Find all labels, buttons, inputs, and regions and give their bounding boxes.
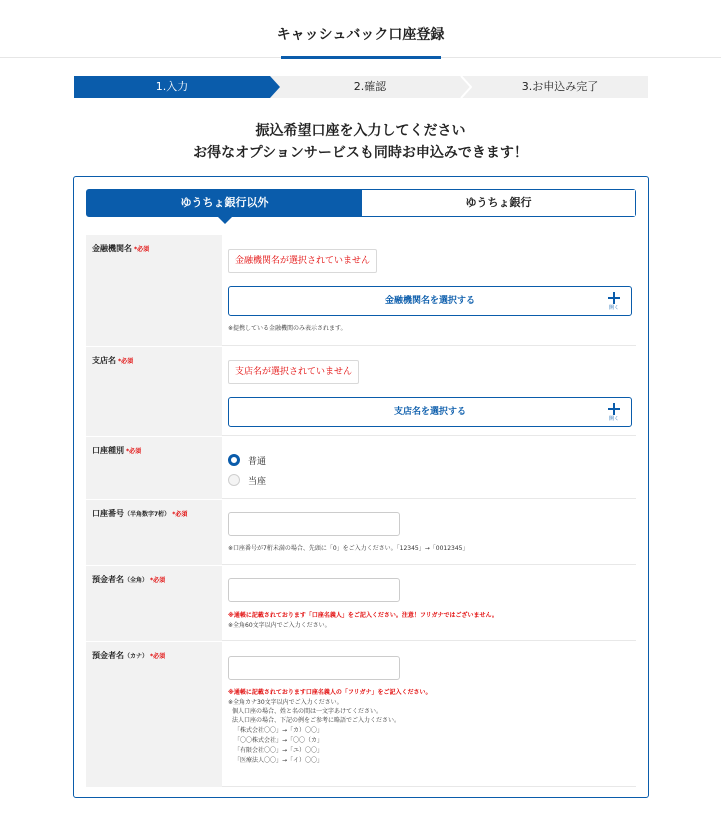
holder-kana-example: 「有限会社〇〇」→「ユ）〇〇」	[234, 747, 324, 754]
holder-name-input[interactable]	[228, 578, 400, 602]
required-mark: *必須	[118, 358, 134, 365]
required-mark: *必須	[150, 577, 166, 584]
radio-current[interactable]: 当座	[228, 473, 428, 487]
branch-name-error: 支店名が選択されていません	[228, 360, 359, 384]
radio-checked-icon	[228, 454, 240, 466]
account-number-sub: （半角数字7桁）	[124, 511, 171, 518]
holder-kana-note: 法人口座の場合、下記の例をご参考に略語でご入力ください。	[232, 717, 401, 724]
holder-name-row	[86, 566, 636, 642]
branch-name-row	[86, 347, 636, 437]
required-mark: *必須	[172, 511, 188, 518]
holder-kana-example: 「医療法人〇〇」→「イ）〇〇」	[234, 757, 324, 764]
required-mark: *必須	[150, 653, 166, 660]
step-complete: 3.お申込み完了	[521, 80, 599, 93]
active-tab-pointer	[218, 217, 232, 224]
holder-kana-input[interactable]	[228, 656, 400, 680]
account-number-input[interactable]	[228, 512, 400, 536]
step-input: 1.入力	[74, 76, 270, 98]
branch-name-label: 支店名	[92, 356, 116, 365]
page-header	[0, 0, 721, 58]
required-mark: *必須	[126, 448, 142, 455]
holder-kana-sub: （カナ）	[124, 653, 149, 660]
holder-kana-row	[86, 642, 636, 788]
select-branch-label: 支店名を選択する	[393, 407, 466, 417]
step-indicator	[74, 76, 648, 98]
step-confirm: 2.確認	[353, 80, 387, 93]
lead-subtext: お得なオプションサービスも同時お申込みできます！	[193, 145, 528, 161]
holder-kana-example: 「株式会社〇〇」→「カ）〇〇」	[234, 727, 324, 734]
account-type-label: 口座種別	[92, 446, 124, 455]
radio-ordinary[interactable]: 普通	[228, 453, 428, 467]
holder-name-sub: （全角）	[124, 577, 149, 584]
account-number-row	[86, 500, 636, 566]
radio-unchecked-icon	[228, 474, 240, 486]
holder-name-note: ※全角60文字以内でご入力ください。	[228, 622, 331, 629]
step-arrow	[270, 76, 280, 98]
bank-name-error: 金融機関名が選択されていません	[228, 249, 377, 273]
account-type-row	[86, 437, 636, 500]
holder-kana-note: ※全角カナ30文字以内でご入力ください。	[228, 699, 343, 706]
tab-yucho-bank[interactable]: ゆうちょ銀行	[362, 190, 635, 216]
select-bank-button[interactable]	[228, 286, 632, 316]
holder-kana-warning: ※通帳に記載されております口座名義人の「フリガナ」をご記入ください。	[228, 689, 432, 696]
bank-name-row	[86, 235, 636, 347]
account-form-card	[73, 176, 649, 798]
holder-name-label: 預金者名	[92, 575, 124, 584]
holder-kana-example: 「〇〇株式会社」→「〇〇（カ」	[234, 737, 324, 744]
step-separator	[460, 76, 472, 98]
holder-name-warning: ※通帳に記載されております「口座名義人」をご記入ください。注意！フリガナではございません。	[228, 612, 498, 619]
select-branch-button[interactable]	[228, 397, 632, 427]
title-underline	[281, 56, 441, 59]
account-number-label: 口座番号	[92, 509, 124, 518]
lead-text: 振込希望口座を入力してください	[255, 123, 466, 139]
holder-kana-note: 個人口座の場合、姓と名の間は一文字あけてください。	[232, 708, 383, 715]
bank-name-note: ※提携している金融機関のみ表示されます。	[228, 325, 347, 332]
plus-icon: 開く	[607, 292, 621, 310]
account-number-note: ※口座番号が7桁未満の場合、先頭に「0」をご入力ください。「12345」→「0012345」	[228, 545, 469, 552]
tab-other-banks[interactable]: ゆうちょ銀行以外	[87, 190, 362, 216]
bank-type-tabs	[86, 189, 636, 217]
select-bank-label: 金融機関名を選択する	[384, 296, 475, 306]
holder-kana-label: 預金者名	[92, 651, 124, 660]
bank-name-label: 金融機関名	[92, 244, 132, 253]
required-mark: *必須	[134, 246, 150, 253]
page-title: キャッシュバック口座登録	[276, 27, 445, 43]
plus-icon: 開く	[607, 403, 621, 421]
